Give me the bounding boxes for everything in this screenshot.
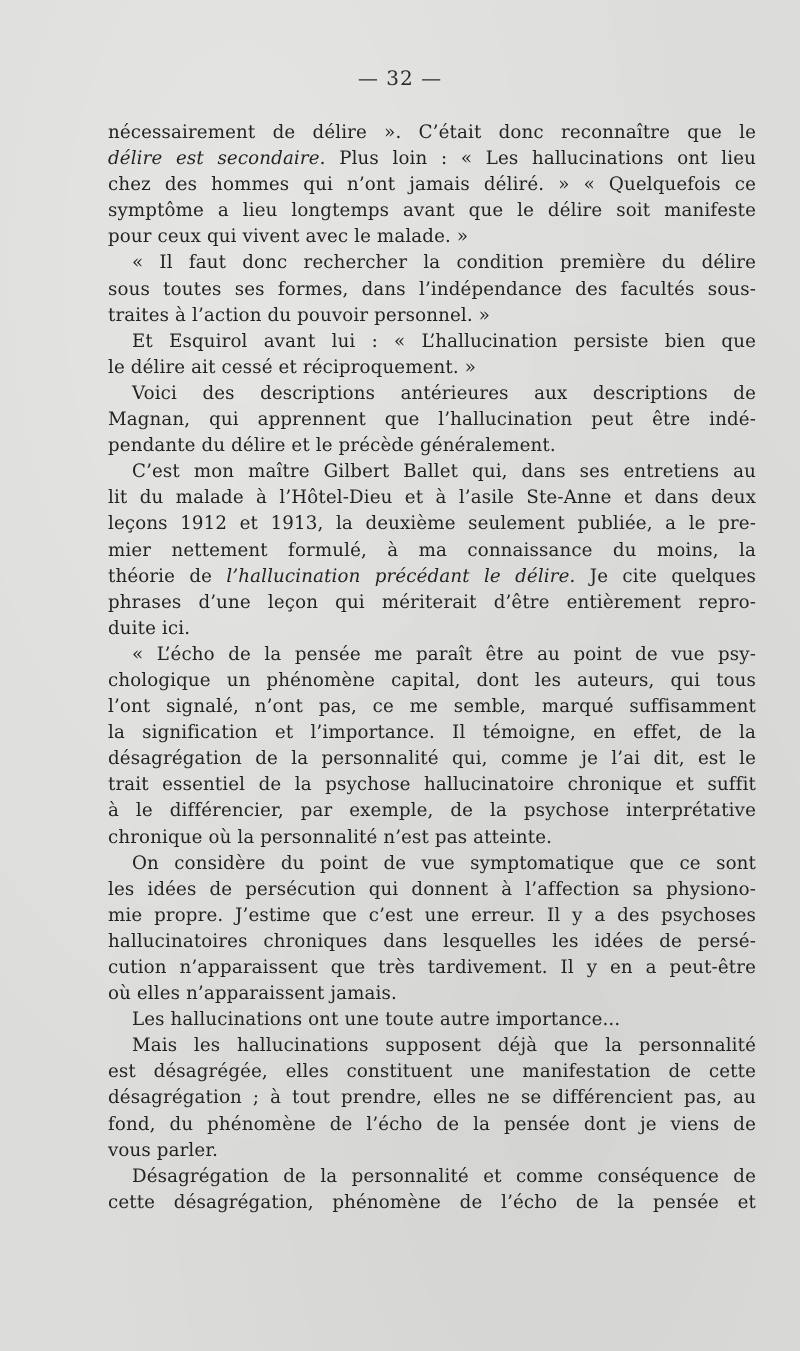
text-line xyxy=(108,198,756,224)
text-line xyxy=(108,511,756,537)
text-line xyxy=(108,407,756,433)
text-line xyxy=(108,1190,756,1216)
text-segment: Et Esquirol avant lui : « L’hallucination persiste bien que xyxy=(132,330,756,352)
text-segment: « Il faut donc rechercher la condition première du délire xyxy=(132,252,756,274)
text-segment: le délire ait cessé et réciproquement. » xyxy=(108,356,476,378)
text-segment: Mais les hallucinations supposent déjà que la personnalité xyxy=(132,1035,756,1057)
body-text xyxy=(108,120,756,1216)
text-segment: Voici des descriptions antérieures aux descriptions de xyxy=(132,382,756,404)
text-line xyxy=(108,903,756,929)
text-line xyxy=(108,642,756,668)
text-line xyxy=(108,485,756,511)
text-line xyxy=(108,798,756,824)
text-line xyxy=(108,616,756,642)
text-segment: chologique un phénomène capital, dont les auteurs, qui tous xyxy=(108,669,756,691)
text-line xyxy=(108,981,756,1007)
text-segment: Magnan, qui apprennent que l’hallucination peut être indé- xyxy=(108,409,756,431)
text-line xyxy=(108,459,756,485)
text-segment: traites à l’action du pouvoir personnel. » xyxy=(108,304,491,326)
text-line xyxy=(108,1138,756,1164)
text-segment: désagrégation de la personnalité qui, comme je l’ai dit, est le xyxy=(108,748,756,770)
text-line xyxy=(108,694,756,720)
text-segment: cette désagrégation, phénomène de l’écho de la pensée et xyxy=(108,1191,756,1213)
text-line xyxy=(108,1085,756,1111)
text-segment: leçons 1912 et 1913, la deuxième seulement publiée, a le pre- xyxy=(108,513,756,535)
text-line xyxy=(108,668,756,694)
italic-text-segment: délire est secondaire. xyxy=(108,148,326,170)
text-line xyxy=(108,825,756,851)
text-line xyxy=(108,590,756,616)
text-segment: chronique où la personnalité n’est pas atteinte. xyxy=(108,826,553,848)
text-segment: phrases d’une leçon qui mériterait d’être entièrement repro- xyxy=(108,591,756,613)
text-line xyxy=(108,772,756,798)
text-segment: trait essentiel de la psychose hallucinatoire chronique et suffit xyxy=(108,774,756,796)
text-segment: Désagrégation de la personnalité et comme conséquence de xyxy=(132,1165,756,1187)
text-segment: pendante du délire et le précède généralement. xyxy=(108,435,556,457)
text-segment: Plus loin : « Les hallucinations ont lieu xyxy=(325,148,756,170)
text-line xyxy=(108,172,756,198)
text-line xyxy=(108,1059,756,1085)
text-segment: théorie de xyxy=(108,565,227,587)
text-segment: pour ceux qui vivent avec le malade. » xyxy=(108,226,469,248)
text-line xyxy=(108,1112,756,1138)
text-line xyxy=(108,120,756,146)
text-line xyxy=(108,381,756,407)
text-segment: l’ont signalé, n’ont pas, ce me semble, marqué suffisamment xyxy=(108,696,756,718)
text-line xyxy=(108,1164,756,1190)
text-segment: cution n’apparaissent que très tardivement. Il y en a peut-être xyxy=(108,957,756,978)
text-segment: symptôme a lieu longtemps avant que le délire soit manifeste xyxy=(108,200,756,222)
text-segment: lit du malade à l’Hôtel-Dieu et à l’asile Ste-Anne et dans deux xyxy=(108,487,756,509)
text-segment: duite ici. xyxy=(108,617,191,639)
page-number: — 32 — xyxy=(357,66,443,90)
text-segment: est désagrégée, elles constituent une manifestation de cette xyxy=(108,1061,756,1083)
text-line xyxy=(108,929,756,955)
text-line xyxy=(108,877,756,903)
text-segment: chez des hommes qui n’ont jamais déliré. » « Quelquefois ce xyxy=(108,174,756,196)
text-segment: désagrégation ; à tout prendre, elles ne se différencient pas, au xyxy=(108,1087,756,1109)
text-segment: mier nettement formulé, à ma connaissance du moins, la xyxy=(108,539,756,561)
text-segment: sous toutes ses formes, dans l’indépendance des facultés sous- xyxy=(108,278,756,300)
text-line xyxy=(108,538,756,564)
text-line xyxy=(108,955,756,981)
text-segment: fond, du phénomène de l’écho de la pensée dont je viens de xyxy=(108,1113,756,1135)
text-segment: les idées de persécution qui donnent à l’affection sa physiono- xyxy=(108,878,756,900)
text-segment: hallucinatoires chroniques dans lesquelles les idées de persé- xyxy=(108,930,756,952)
text-segment: Les hallucinations ont une toute autre importance... xyxy=(132,1009,621,1031)
text-segment: vous parler. xyxy=(108,1139,219,1161)
text-segment: la signification et l’importance. Il témoigne, en effet, de la xyxy=(108,722,756,744)
text-line xyxy=(108,851,756,877)
text-line xyxy=(108,329,756,355)
text-segment: nécessairement de délire ». C’était donc reconnaître que le xyxy=(108,122,756,143)
text-line xyxy=(108,1007,756,1033)
text-line xyxy=(108,146,756,172)
text-line xyxy=(108,746,756,772)
text-segment: mie propre. J’estime que c’est une erreur. Il y a des psychoses xyxy=(108,904,756,926)
text-segment: à le différencier, par exemple, de la psychose interprétative xyxy=(108,800,756,822)
text-line xyxy=(108,355,756,381)
text-line xyxy=(108,250,756,276)
text-segment: On considère du point de vue symptomatique que ce sont xyxy=(132,852,756,874)
text-line xyxy=(108,303,756,329)
text-line xyxy=(108,564,756,590)
text-line xyxy=(108,224,756,250)
text-segment: où elles n’apparaissent jamais. xyxy=(108,983,397,1005)
text-line xyxy=(108,433,756,459)
text-line xyxy=(108,277,756,303)
text-line xyxy=(108,1033,756,1059)
text-segment: Je cite quelques xyxy=(575,565,756,587)
text-segment: C’est mon maître Gilbert Ballet qui, dans ses entretiens au xyxy=(132,461,756,483)
text-segment: « L’écho de la pensée me paraît être au point de vue psy- xyxy=(132,643,756,665)
italic-text-segment: l’hallucination précédant le délire. xyxy=(226,565,576,587)
text-line xyxy=(108,720,756,746)
